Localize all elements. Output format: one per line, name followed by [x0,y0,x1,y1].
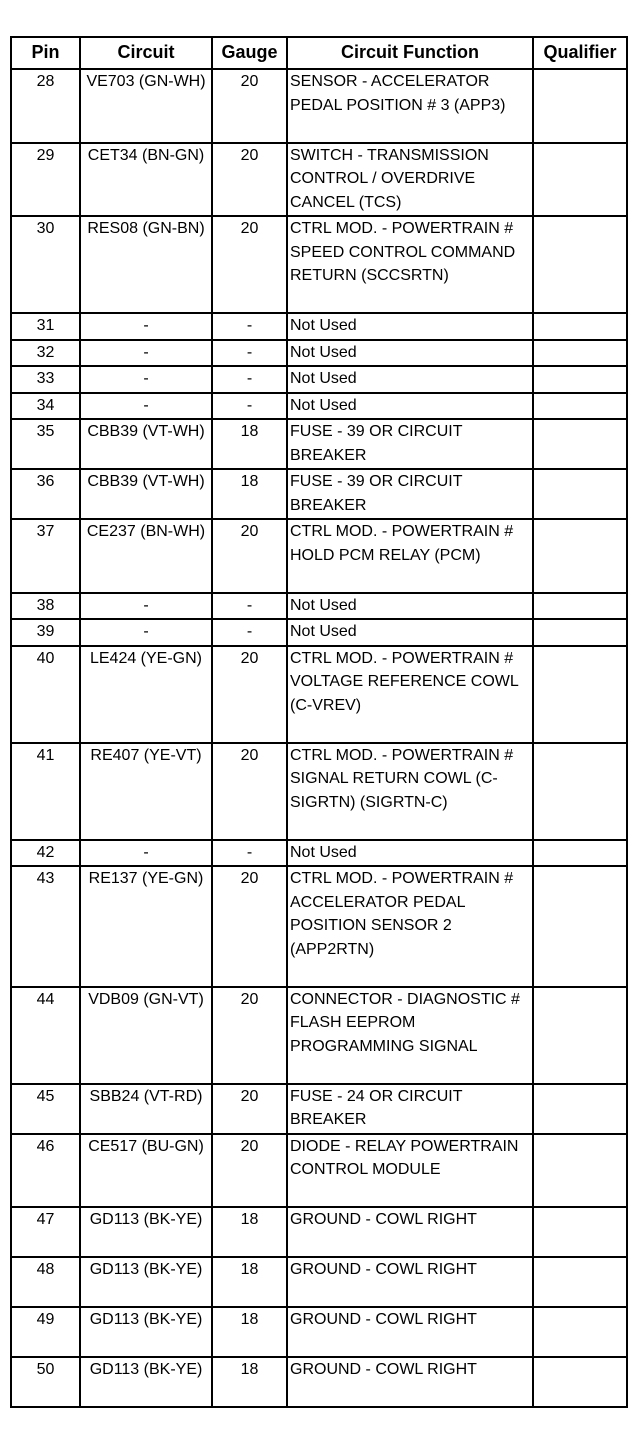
gauge-cell: - [212,313,287,340]
gauge-cell: - [212,366,287,393]
gauge-cell: 20 [212,1084,287,1134]
table-row [11,393,627,420]
pin-cell: 41 [11,743,80,840]
pin-cell: 47 [11,1207,80,1257]
pin-cell: 42 [11,840,80,867]
gauge-cell: 18 [212,1357,287,1407]
gauge-cell: - [212,593,287,620]
gauge-cell: 18 [212,1207,287,1257]
pinout-table [10,36,628,1408]
circuit-function-cell: Not Used [287,619,533,646]
pin-cell: 40 [11,646,80,743]
table-row [11,646,627,743]
qualifier-cell [533,1207,627,1257]
header-gauge: Gauge [212,37,287,69]
circuit-function-cell: CTRL MOD. - POWERTRAIN # VOLTAGE REFERENCE COWL (C-VREV) [287,646,533,743]
table-header [11,37,627,69]
gauge-cell: 20 [212,866,287,987]
pin-cell: 36 [11,469,80,519]
circuit-cell: - [80,393,212,420]
circuit-cell: - [80,840,212,867]
circuit-function-cell: SENSOR - ACCELERATOR PEDAL POSITION # 3 (APP3) [287,69,533,143]
table-row [11,519,627,593]
circuit-function-cell: DIODE - RELAY POWERTRAIN CONTROL MODULE [287,1134,533,1208]
table-row [11,840,627,867]
circuit-cell: RE407 (YE-VT) [80,743,212,840]
table-row [11,1134,627,1208]
table-row [11,216,627,313]
circuit-function-cell: Not Used [287,340,533,367]
gauge-cell: 18 [212,469,287,519]
gauge-cell: 20 [212,519,287,593]
table-row [11,1307,627,1357]
header-qualifier: Qualifier [533,37,627,69]
circuit-cell: VE703 (GN-WH) [80,69,212,143]
circuit-function-cell: CTRL MOD. - POWERTRAIN # ACCELERATOR PEDAL POSITION SENSOR 2 (APP2RTN) [287,866,533,987]
header-circuit: Circuit [80,37,212,69]
pin-cell: 43 [11,866,80,987]
gauge-cell: 20 [212,646,287,743]
qualifier-cell [533,1357,627,1407]
gauge-cell: 20 [212,1134,287,1208]
qualifier-cell [533,987,627,1084]
pin-cell: 30 [11,216,80,313]
header-row [11,37,627,69]
pin-cell: 35 [11,419,80,469]
circuit-function-cell: SWITCH - TRANSMISSION CONTROL / OVERDRIVE CANCEL (TCS) [287,143,533,217]
circuit-function-cell: GROUND - COWL RIGHT [287,1357,533,1407]
qualifier-cell [533,143,627,217]
table-row [11,340,627,367]
circuit-cell: CE237 (BN-WH) [80,519,212,593]
circuit-function-cell: CONNECTOR - DIAGNOSTIC # FLASH EEPROM PROGRAMMING SIGNAL [287,987,533,1084]
pin-cell: 37 [11,519,80,593]
qualifier-cell [533,866,627,987]
circuit-cell: CBB39 (VT-WH) [80,419,212,469]
table-row [11,866,627,987]
qualifier-cell [533,1084,627,1134]
circuit-cell: - [80,593,212,620]
table-row [11,419,627,469]
circuit-function-cell: Not Used [287,366,533,393]
table-row [11,313,627,340]
gauge-cell: 18 [212,419,287,469]
qualifier-cell [533,469,627,519]
table-row [11,1357,627,1407]
circuit-cell: - [80,313,212,340]
qualifier-cell [533,1307,627,1357]
table-row [11,69,627,143]
circuit-function-cell: FUSE - 39 OR CIRCUIT BREAKER [287,469,533,519]
circuit-cell: GD113 (BK-YE) [80,1307,212,1357]
circuit-cell: - [80,340,212,367]
pin-cell: 49 [11,1307,80,1357]
pin-cell: 44 [11,987,80,1084]
gauge-cell: 20 [212,743,287,840]
circuit-cell: GD113 (BK-YE) [80,1357,212,1407]
qualifier-cell [533,216,627,313]
circuit-cell: RE137 (YE-GN) [80,866,212,987]
circuit-cell: SBB24 (VT-RD) [80,1084,212,1134]
table-row [11,366,627,393]
qualifier-cell [533,313,627,340]
circuit-function-cell: Not Used [287,313,533,340]
qualifier-cell [533,743,627,840]
pin-cell: 38 [11,593,80,620]
circuit-function-cell: GROUND - COWL RIGHT [287,1307,533,1357]
circuit-cell: CET34 (BN-GN) [80,143,212,217]
pin-cell: 33 [11,366,80,393]
circuit-cell: CE517 (BU-GN) [80,1134,212,1208]
gauge-cell: 18 [212,1257,287,1307]
pin-cell: 34 [11,393,80,420]
pin-cell: 48 [11,1257,80,1307]
circuit-cell: VDB09 (GN-VT) [80,987,212,1084]
circuit-cell: GD113 (BK-YE) [80,1207,212,1257]
table-row [11,143,627,217]
table-row [11,1084,627,1134]
gauge-cell: 20 [212,987,287,1084]
circuit-function-cell: Not Used [287,840,533,867]
table-row [11,1257,627,1307]
qualifier-cell [533,1257,627,1307]
circuit-function-cell: Not Used [287,393,533,420]
circuit-function-cell: CTRL MOD. - POWERTRAIN # SPEED CONTROL COMMAND RETURN (SCCSRTN) [287,216,533,313]
qualifier-cell [533,646,627,743]
qualifier-cell [533,840,627,867]
gauge-cell: - [212,393,287,420]
circuit-function-cell: CTRL MOD. - POWERTRAIN # SIGNAL RETURN COWL (C-SIGRTN) (SIGRTN-C) [287,743,533,840]
header-circuit-function: Circuit Function [287,37,533,69]
pin-cell: 50 [11,1357,80,1407]
circuit-function-cell: Not Used [287,593,533,620]
header-pin: Pin [11,37,80,69]
circuit-function-cell: CTRL MOD. - POWERTRAIN # HOLD PCM RELAY (PCM) [287,519,533,593]
circuit-function-cell: FUSE - 24 OR CIRCUIT BREAKER [287,1084,533,1134]
circuit-function-cell: GROUND - COWL RIGHT [287,1207,533,1257]
qualifier-cell [533,419,627,469]
qualifier-cell [533,519,627,593]
table-row [11,619,627,646]
table-row [11,743,627,840]
table-row [11,469,627,519]
gauge-cell: - [212,619,287,646]
gauge-cell: 20 [212,216,287,313]
qualifier-cell [533,393,627,420]
table-body [11,69,627,1407]
circuit-cell: - [80,366,212,393]
gauge-cell: - [212,340,287,367]
circuit-cell: CBB39 (VT-WH) [80,469,212,519]
circuit-cell: - [80,619,212,646]
gauge-cell: - [212,840,287,867]
pin-cell: 28 [11,69,80,143]
qualifier-cell [533,366,627,393]
circuit-cell: LE424 (YE-GN) [80,646,212,743]
pin-cell: 46 [11,1134,80,1208]
qualifier-cell [533,619,627,646]
circuit-cell: RES08 (GN-BN) [80,216,212,313]
pin-cell: 39 [11,619,80,646]
qualifier-cell [533,1134,627,1208]
circuit-function-cell: GROUND - COWL RIGHT [287,1257,533,1307]
qualifier-cell [533,340,627,367]
circuit-cell: GD113 (BK-YE) [80,1257,212,1307]
pin-cell: 31 [11,313,80,340]
qualifier-cell [533,69,627,143]
pin-cell: 29 [11,143,80,217]
gauge-cell: 18 [212,1307,287,1357]
table-row [11,1207,627,1257]
gauge-cell: 20 [212,69,287,143]
qualifier-cell [533,593,627,620]
table-row [11,593,627,620]
circuit-function-cell: FUSE - 39 OR CIRCUIT BREAKER [287,419,533,469]
table-row [11,987,627,1084]
pin-cell: 45 [11,1084,80,1134]
gauge-cell: 20 [212,143,287,217]
pin-cell: 32 [11,340,80,367]
